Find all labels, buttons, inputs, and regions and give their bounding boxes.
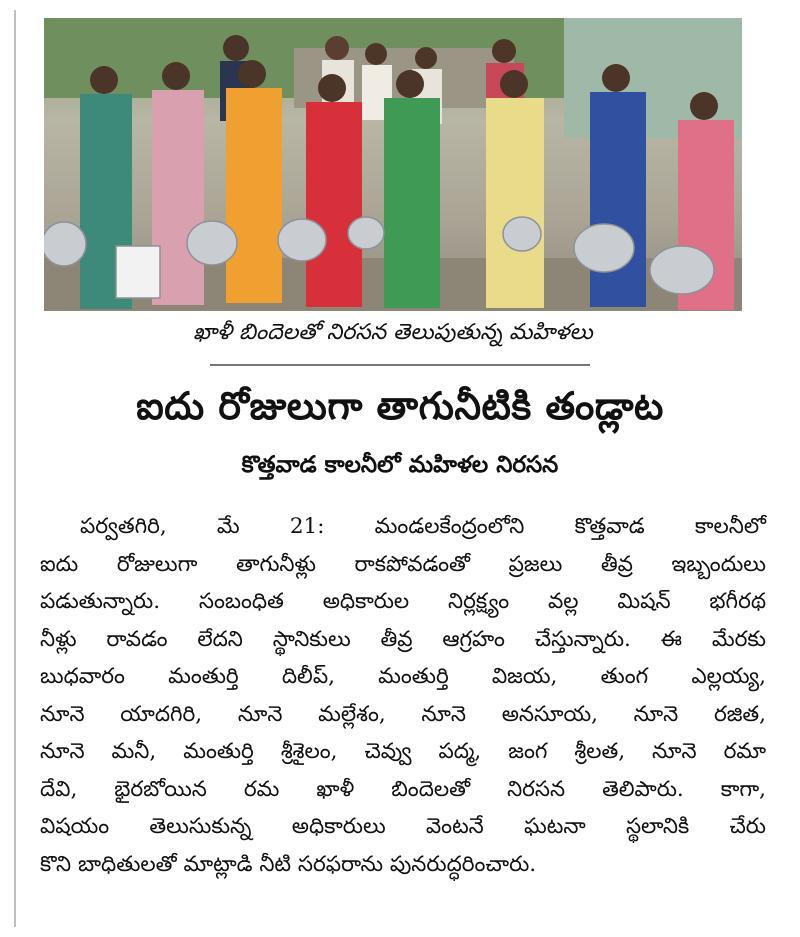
article-body <box>40 508 766 883</box>
news-photo <box>44 18 742 311</box>
article-line: నీళ్లు రావడం లేదని స్థానికులు తీవ్ర ఆగ్రహం చేస్తున్నారు. ఈ మేరకు <box>40 626 766 652</box>
headline: ఐదు రోజులుగా తాగునీటికి తండ్లాట <box>136 384 664 428</box>
article-line: పర్వతగిరి, మే 21: మండలకేంద్రంలోని కొత్తవాడ కాలనీలో <box>80 514 766 539</box>
photo-illustration <box>44 18 742 311</box>
article-line: దేవి, భైరబోయిన రమ ఖాళీ బిందెలతో నిరసన తెలిపారు. కాగా, <box>40 776 766 802</box>
article-line: కొని బాధితులతో మాట్లాడి నీటి సరఫరాను పునరుద్ధరించారు. <box>40 851 537 877</box>
article-line: నూనె యాదగిరి, నూనె మల్లేశం, నూనె అనసూయ, నూనె రజిత, <box>40 701 766 727</box>
article-line: ఐదు రోజులుగా తాగునీళ్లు రాకపోవడంతో ప్రజలు తీవ్ర ఇబ్బందులు <box>40 551 766 577</box>
subheadline: కొత్తవాడ కాలనీలో మహిళల నిరసన <box>241 452 559 478</box>
article-line: నూనె మనీ, మంతుర్తి శ్రీశైలం, చెవ్వు పద్మ, జంగ శ్రీలత, నూనె రమా <box>40 739 766 764</box>
article-line: బుధవారం మంతుర్తి దిలీప్, మంతుర్తి విజయ, తుంగ ఎల్లయ్య, <box>40 664 766 689</box>
article-line: పడుతున్నారు. సంబంధిత అధికారుల నిర్లక్ష్యం వల్ల మిషన్ భగీరథ <box>40 589 766 614</box>
photo-caption: ఖాళీ బిందెలతో నిరసన తెలుపుతున్న మహిళలు <box>193 320 593 345</box>
caption-divider <box>210 364 590 366</box>
article-line: విషయం తెలుసుకున్న అధికారులు వెంటనే ఘటనా స్థలానికి చేరు <box>40 814 766 839</box>
